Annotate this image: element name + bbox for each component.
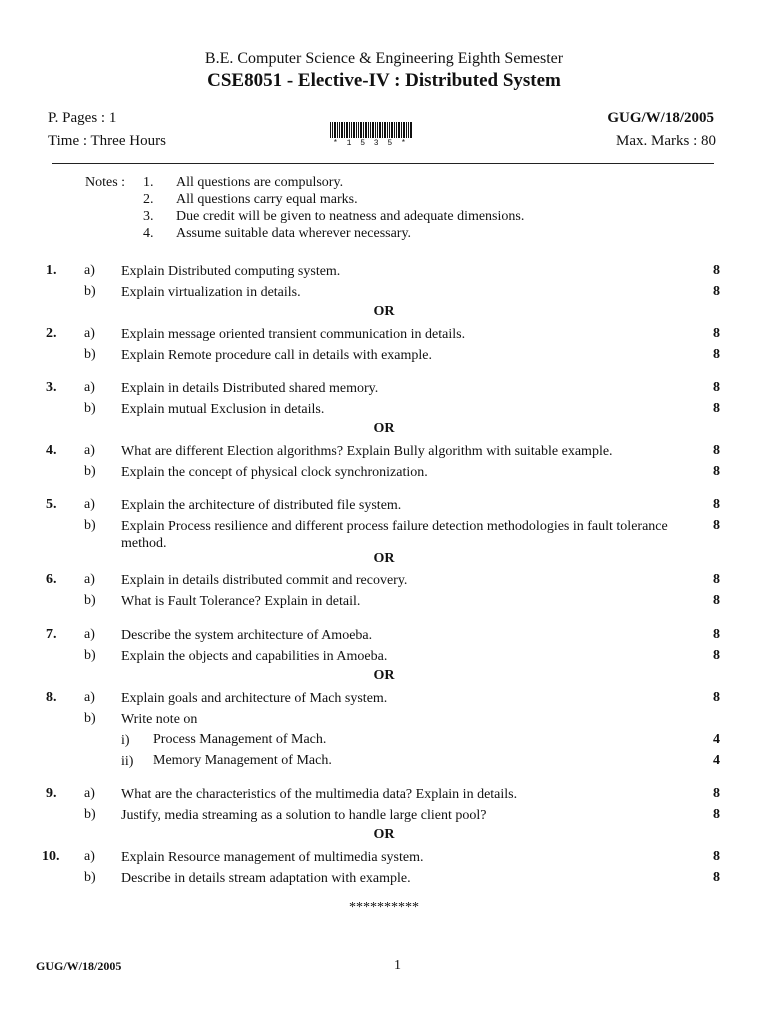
note-text: Due credit will be given to neatness and adequate dimensions. (176, 209, 525, 224)
marks: 8 (713, 380, 720, 395)
question-text: Describe in details stream adaptation with example. (121, 871, 411, 886)
part-label: a) (84, 572, 95, 587)
question-row (0, 627, 768, 647)
question-row (0, 593, 768, 613)
question-row (0, 711, 768, 731)
question-text: Explain the objects and capabilities in Amoeba. (121, 649, 388, 664)
question-number: 4. (46, 443, 57, 458)
question-row (0, 690, 768, 710)
part-label: b) (84, 711, 96, 726)
marks: 8 (713, 593, 720, 608)
part-label: a) (84, 326, 95, 341)
question-text: Explain goals and architecture of Mach system. (121, 691, 388, 706)
marks: 8 (713, 347, 720, 362)
question-number: 6. (46, 572, 57, 587)
marks: 8 (713, 464, 720, 479)
note-text: All questions carry equal marks. (176, 192, 358, 207)
question-number: 7. (46, 627, 57, 642)
part-label: a) (84, 627, 95, 642)
marks: 8 (713, 263, 720, 278)
barcode-number: * 1 5 3 5 * (333, 139, 408, 148)
paper-code: GUG/W/18/2005 (607, 110, 714, 126)
question-text: Explain Remote procedure call in details with example. (121, 348, 433, 363)
question-text: Explain Process resilience and different process failure detection methodologies in fault tolerance method. (121, 519, 668, 551)
question-text: Explain virtualization in details. (121, 285, 301, 300)
question-row (0, 870, 768, 890)
question-number: 8. (46, 690, 57, 705)
question-row (0, 497, 768, 517)
marks: 8 (713, 284, 720, 299)
page-count: P. Pages : 1 (48, 110, 117, 126)
part-label: b) (84, 807, 96, 822)
question-text: Explain Distributed computing system. (121, 264, 341, 279)
part-label: a) (84, 380, 95, 395)
footer-code: GUG/W/18/2005 (36, 959, 122, 973)
question-text: Explain mutual Exclusion in details. (121, 402, 325, 417)
question-text: Process Management of Mach. (153, 732, 327, 747)
question-row (0, 401, 768, 421)
question-row (0, 753, 768, 773)
part-label: a) (84, 263, 95, 278)
part-label: b) (84, 284, 96, 299)
question-number: 1. (46, 263, 57, 278)
part-label: b) (84, 648, 96, 663)
header-divider (52, 163, 714, 164)
question-row (0, 518, 768, 554)
part-label: b) (84, 593, 96, 608)
note-number: 4. (143, 226, 154, 241)
part-label: b) (84, 347, 96, 362)
or-separator: OR (373, 668, 395, 683)
marks: 8 (713, 401, 720, 416)
notes-label: Notes : (85, 175, 126, 190)
marks: 8 (713, 870, 720, 885)
marks: 4 (713, 753, 720, 768)
or-separator: OR (373, 551, 395, 566)
question-row (0, 443, 768, 463)
barcode-image (330, 122, 412, 138)
note-number: 3. (143, 209, 154, 224)
question-text: What is Fault Tolerance? Explain in detail. (121, 594, 361, 609)
question-number: 2. (46, 326, 57, 341)
question-row (0, 648, 768, 668)
note-number: 2. (143, 192, 154, 207)
question-number: 9. (46, 786, 57, 801)
part-label: b) (84, 401, 96, 416)
question-row (0, 284, 768, 304)
marks: 8 (713, 627, 720, 642)
question-text: What are different Election algorithms? Explain Bully algorithm with suitable example. (121, 444, 613, 459)
question-text: Explain in details distributed commit and recovery. (121, 573, 408, 588)
question-text: Explain the concept of physical clock synchronization. (121, 465, 428, 480)
or-separator: OR (373, 827, 395, 842)
question-text: Explain Resource management of multimedia system. (121, 850, 424, 865)
question-text: Memory Management of Mach. (153, 753, 332, 768)
or-separator: OR (373, 304, 395, 319)
marks: 8 (713, 497, 720, 512)
end-of-paper-mark: ********** (349, 900, 419, 915)
question-text: Explain the architecture of distributed file system. (121, 498, 402, 513)
marks: 8 (713, 648, 720, 663)
marks: 8 (713, 786, 720, 801)
max-marks: Max. Marks : 80 (616, 133, 716, 149)
marks: 8 (713, 690, 720, 705)
question-number: 3. (46, 380, 57, 395)
page-number: 1 (394, 958, 401, 973)
question-row (0, 380, 768, 400)
part-label: a) (84, 443, 95, 458)
question-text: What are the characteristics of the multimedia data? Explain in details. (121, 787, 518, 802)
question-text: Explain message oriented transient communication in details. (121, 327, 466, 342)
question-row (0, 786, 768, 806)
note-text: Assume suitable data wherever necessary. (176, 226, 412, 241)
question-row (0, 326, 768, 346)
marks: 8 (713, 518, 720, 533)
part-label: a) (84, 690, 95, 705)
question-row (0, 732, 768, 752)
question-row (0, 572, 768, 592)
question-text: Explain in details Distributed shared memory. (121, 381, 379, 396)
part-label: a) (84, 849, 95, 864)
part-label: b) (84, 464, 96, 479)
subpart-label: i) (121, 733, 130, 748)
subpart-label: ii) (121, 754, 134, 769)
marks: 8 (713, 807, 720, 822)
question-text: Justify, media streaming as a solution to handle large client pool? (121, 808, 487, 823)
question-row (0, 347, 768, 367)
note-number: 1. (143, 175, 154, 190)
marks: 8 (713, 443, 720, 458)
part-label: b) (84, 518, 96, 533)
question-number: 10. (42, 849, 60, 864)
time-allowed: Time : Three Hours (48, 133, 166, 149)
part-label: b) (84, 870, 96, 885)
question-text: Write note on (121, 712, 198, 727)
course-heading: B.E. Computer Science & Engineering Eighth Semester (204, 50, 564, 67)
question-text: Describe the system architecture of Amoeba. (121, 628, 373, 643)
marks: 8 (713, 326, 720, 341)
question-row (0, 464, 768, 484)
part-label: a) (84, 786, 95, 801)
question-row (0, 807, 768, 827)
part-label: a) (84, 497, 95, 512)
paper-title: CSE8051 - Elective-IV : Distributed System (207, 70, 561, 91)
marks: 8 (713, 572, 720, 587)
question-number: 5. (46, 497, 57, 512)
question-row (0, 849, 768, 869)
note-text: All questions are compulsory. (176, 175, 344, 190)
or-separator: OR (373, 421, 395, 436)
question-row (0, 263, 768, 283)
marks: 4 (713, 732, 720, 747)
marks: 8 (713, 849, 720, 864)
